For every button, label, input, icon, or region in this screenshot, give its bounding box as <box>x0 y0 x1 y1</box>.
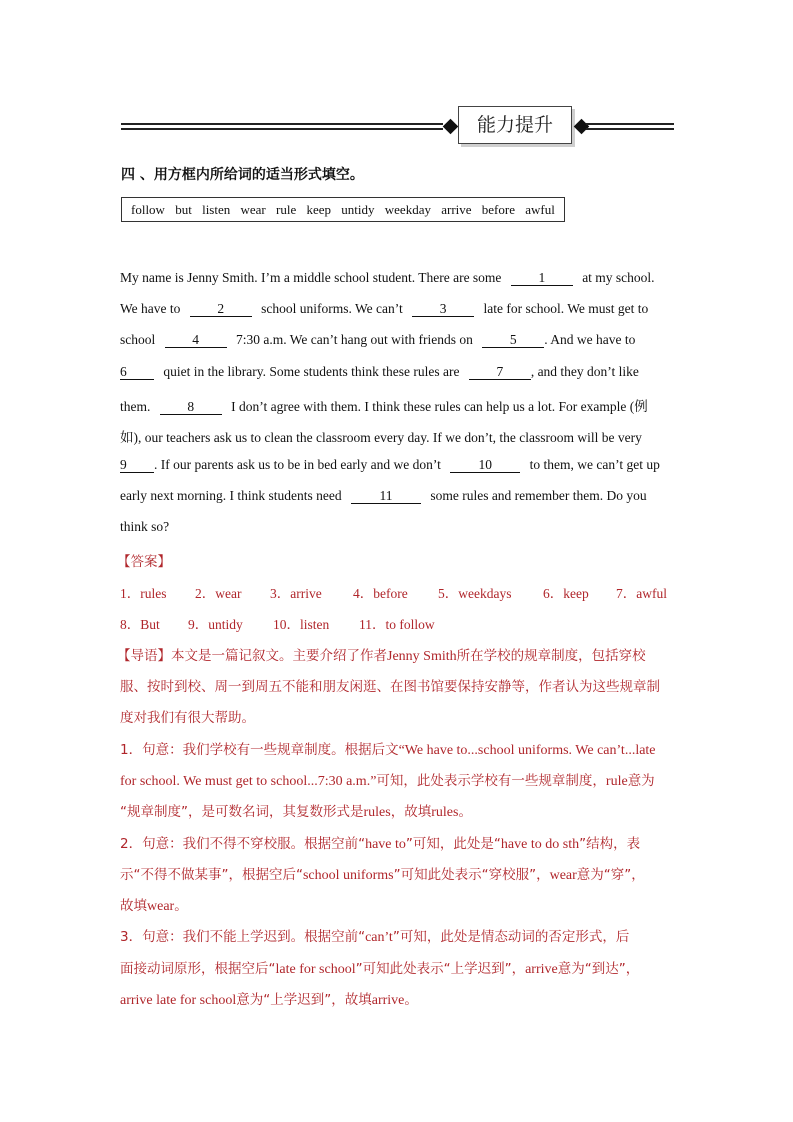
word-bank-item: listen <box>202 202 231 217</box>
exercise-heading: 四 、用方框内所给词的适当形式填空。 <box>121 167 364 183</box>
exp-text: have to do sth <box>500 837 580 852</box>
passage-text: My name is Jenny Smith. I’m a middle school student. There are some <box>120 270 502 285</box>
word-bank-item: weekday <box>384 202 431 217</box>
passage-text: late for school. We must get to <box>483 301 649 316</box>
exp-text: 3．句意：我们不能上学迟到。根据空前“ <box>120 929 366 945</box>
passage-line-1 <box>120 270 655 286</box>
answer-item: 8．But <box>120 617 160 632</box>
exp-text: ”可知，此处是情态动词的否定形式，后 <box>392 929 630 945</box>
passage-line-7 <box>120 457 660 473</box>
exp-text: 意为 <box>627 773 655 789</box>
blank-7[interactable]: 7 <box>469 365 531 380</box>
word-bank <box>121 197 565 222</box>
word-bank-item: rule <box>276 202 297 217</box>
exp-text: arrive <box>525 962 558 977</box>
passage-line-6 <box>120 426 642 446</box>
answer-item: 10．listen <box>273 617 330 632</box>
passage-text: 如), our teachers ask us to clean the classroom every day. If we don’t, the classroom will be very <box>120 430 642 445</box>
passage-text: , and they don’t like <box>530 364 639 379</box>
word-bank-item: untidy <box>341 202 375 217</box>
exp-text: for school. We must get to school...7:30 a.m.” <box>120 774 377 789</box>
passage-line-5 <box>120 395 648 415</box>
exp-text: rules <box>363 805 391 820</box>
exp-text: 。 <box>174 898 188 914</box>
exp3-line-3 <box>120 988 418 1009</box>
passage-text: school uniforms. We can’t <box>261 301 403 316</box>
blank-8[interactable]: 8 <box>160 400 222 415</box>
guide-text: 所在学校的规章制度，包括穿校 <box>456 648 646 664</box>
guide-line-2: 服、按时到校、周一到周五不能和朋友闲逛、在图书馆要保持安静等，作者认为这些规章制 <box>120 679 660 695</box>
word-bank-item: keep <box>306 202 332 217</box>
passage-text: I don’t agree with them. I think these rules can help us a lot. For example (例 <box>231 399 648 414</box>
exp-text: 。 <box>458 804 472 820</box>
answer-item: 4．before <box>353 586 408 601</box>
answer-item: 7．awful <box>616 586 667 601</box>
exp-text: ”结构，表 <box>579 836 641 852</box>
answer-item: 5．weekdays <box>438 586 512 601</box>
passage-text: We have to <box>120 301 181 316</box>
exp2-line-3 <box>120 894 188 915</box>
exp-text: wear <box>549 868 577 883</box>
passage-text: school <box>120 332 156 347</box>
answer-item: 9．untidy <box>188 617 243 632</box>
exp1-line-1 <box>120 738 656 759</box>
passage-text: early next morning. I think students need <box>120 488 342 503</box>
answer-item: 3．arrive <box>270 586 322 601</box>
exp-text: rules <box>431 805 459 820</box>
exp3-line-2 <box>120 957 639 978</box>
exp-text: 可知，此处表示学校有一些规章制度， <box>376 773 606 789</box>
exp-text: 故填 <box>120 898 147 914</box>
guide-line-3: 度对我们有很大帮助。 <box>120 710 255 726</box>
passage-line-3 <box>120 332 635 348</box>
passage-text: at my school. <box>582 270 655 285</box>
passage-text: . And we have to <box>544 332 636 347</box>
header-rule-left <box>121 123 443 131</box>
section-title: 能力提升 <box>476 114 553 136</box>
blank-10[interactable]: 10 <box>450 458 520 473</box>
exp-text: have to <box>365 837 406 852</box>
exp-text: late for school <box>275 962 356 977</box>
word-bank-item: but <box>175 202 192 217</box>
blank-1[interactable]: 1 <box>511 271 573 286</box>
section-title-box <box>458 106 572 144</box>
exp2-line-1 <box>120 832 640 853</box>
answer-item: 11．to follow <box>359 617 435 632</box>
exp-text: “We have to...school uniforms. We can’t...late <box>398 743 656 758</box>
word-bank-item: wear <box>240 202 266 217</box>
guide-text: 【导语】本文是一篇记叙文。主要介绍了作者 <box>117 648 387 664</box>
answer-item: 2．wear <box>195 586 242 601</box>
passage-text: them. <box>120 399 151 414</box>
passage-line-2 <box>120 301 648 317</box>
exp-text: wear <box>147 899 175 914</box>
exp3-line-1 <box>120 925 629 946</box>
header-rule-right <box>586 123 674 131</box>
exp-text: ”可知此处表示“穿校服”， <box>393 867 550 883</box>
exp1-line-3 <box>120 800 472 821</box>
answer-item: 6．keep <box>543 586 589 601</box>
exp-text: rule <box>605 774 628 789</box>
exp-text: 意为“上学迟到”，故填 <box>236 992 372 1008</box>
diamond-left-icon <box>443 119 459 135</box>
passage-text: think so? <box>120 519 170 534</box>
answer-label: 【答案】 <box>117 554 171 570</box>
exp-text: can’t <box>365 930 393 945</box>
exp-text: 1．句意：我们学校有一些规章制度。根据后文 <box>120 742 399 758</box>
exp-text: 意为“到达”， <box>557 961 640 977</box>
guide-text: Jenny Smith <box>387 649 457 664</box>
exp-text: 面接动词原形，根据空后“ <box>120 961 276 977</box>
exp-text: ，故填 <box>390 804 432 820</box>
passage-text: quiet in the library. Some students think these rules are <box>163 364 460 379</box>
blank-4[interactable]: 4 <box>165 333 227 348</box>
exp-text: “规章制度”，是可数名词，其复数形式是 <box>120 804 364 820</box>
exp2-line-2 <box>120 863 645 884</box>
exp-text: arrive <box>371 993 405 1008</box>
blank-11[interactable]: 11 <box>351 489 421 504</box>
exp1-line-2 <box>120 769 655 790</box>
blank-9[interactable]: 9 <box>120 458 154 473</box>
exp-text: arrive late for school <box>120 993 237 1008</box>
word-bank-item: follow <box>131 202 165 217</box>
exp-text: ”可知此处表示“上学迟到”， <box>355 961 526 977</box>
passage-text: 7:30 a.m. We can’t hang out with friends on <box>236 332 473 347</box>
blank-5[interactable]: 5 <box>482 333 544 348</box>
word-bank-item: before <box>481 202 515 217</box>
exp-text: 。 <box>404 992 418 1008</box>
blank-3[interactable]: 3 <box>412 302 474 317</box>
passage-text: to them, we can’t get up <box>529 457 660 472</box>
guide-line-1 <box>117 644 646 665</box>
word-bank-item: arrive <box>441 202 472 217</box>
blank-6[interactable]: 6 <box>120 365 154 380</box>
word-bank-item: awful <box>525 202 555 217</box>
passage-text: some rules and remember them. Do you <box>430 488 647 503</box>
passage-line-9 <box>120 519 169 535</box>
blank-2[interactable]: 2 <box>190 302 252 317</box>
exp-text: 2．句意：我们不得不穿校服。根据空前“ <box>120 836 366 852</box>
answer-item: 1．rules <box>120 586 167 601</box>
passage-line-8 <box>120 488 647 504</box>
passage-line-4 <box>120 364 639 380</box>
exp-text: school uniforms <box>302 868 394 883</box>
exp-text: 示“不得不做某事”，根据空后“ <box>120 867 303 883</box>
exp-text: ”可知，此处是“ <box>405 836 501 852</box>
exp-text: 意为“穿”， <box>576 867 645 883</box>
passage-text: . If our parents ask us to be in bed early and we don’t <box>154 457 441 472</box>
